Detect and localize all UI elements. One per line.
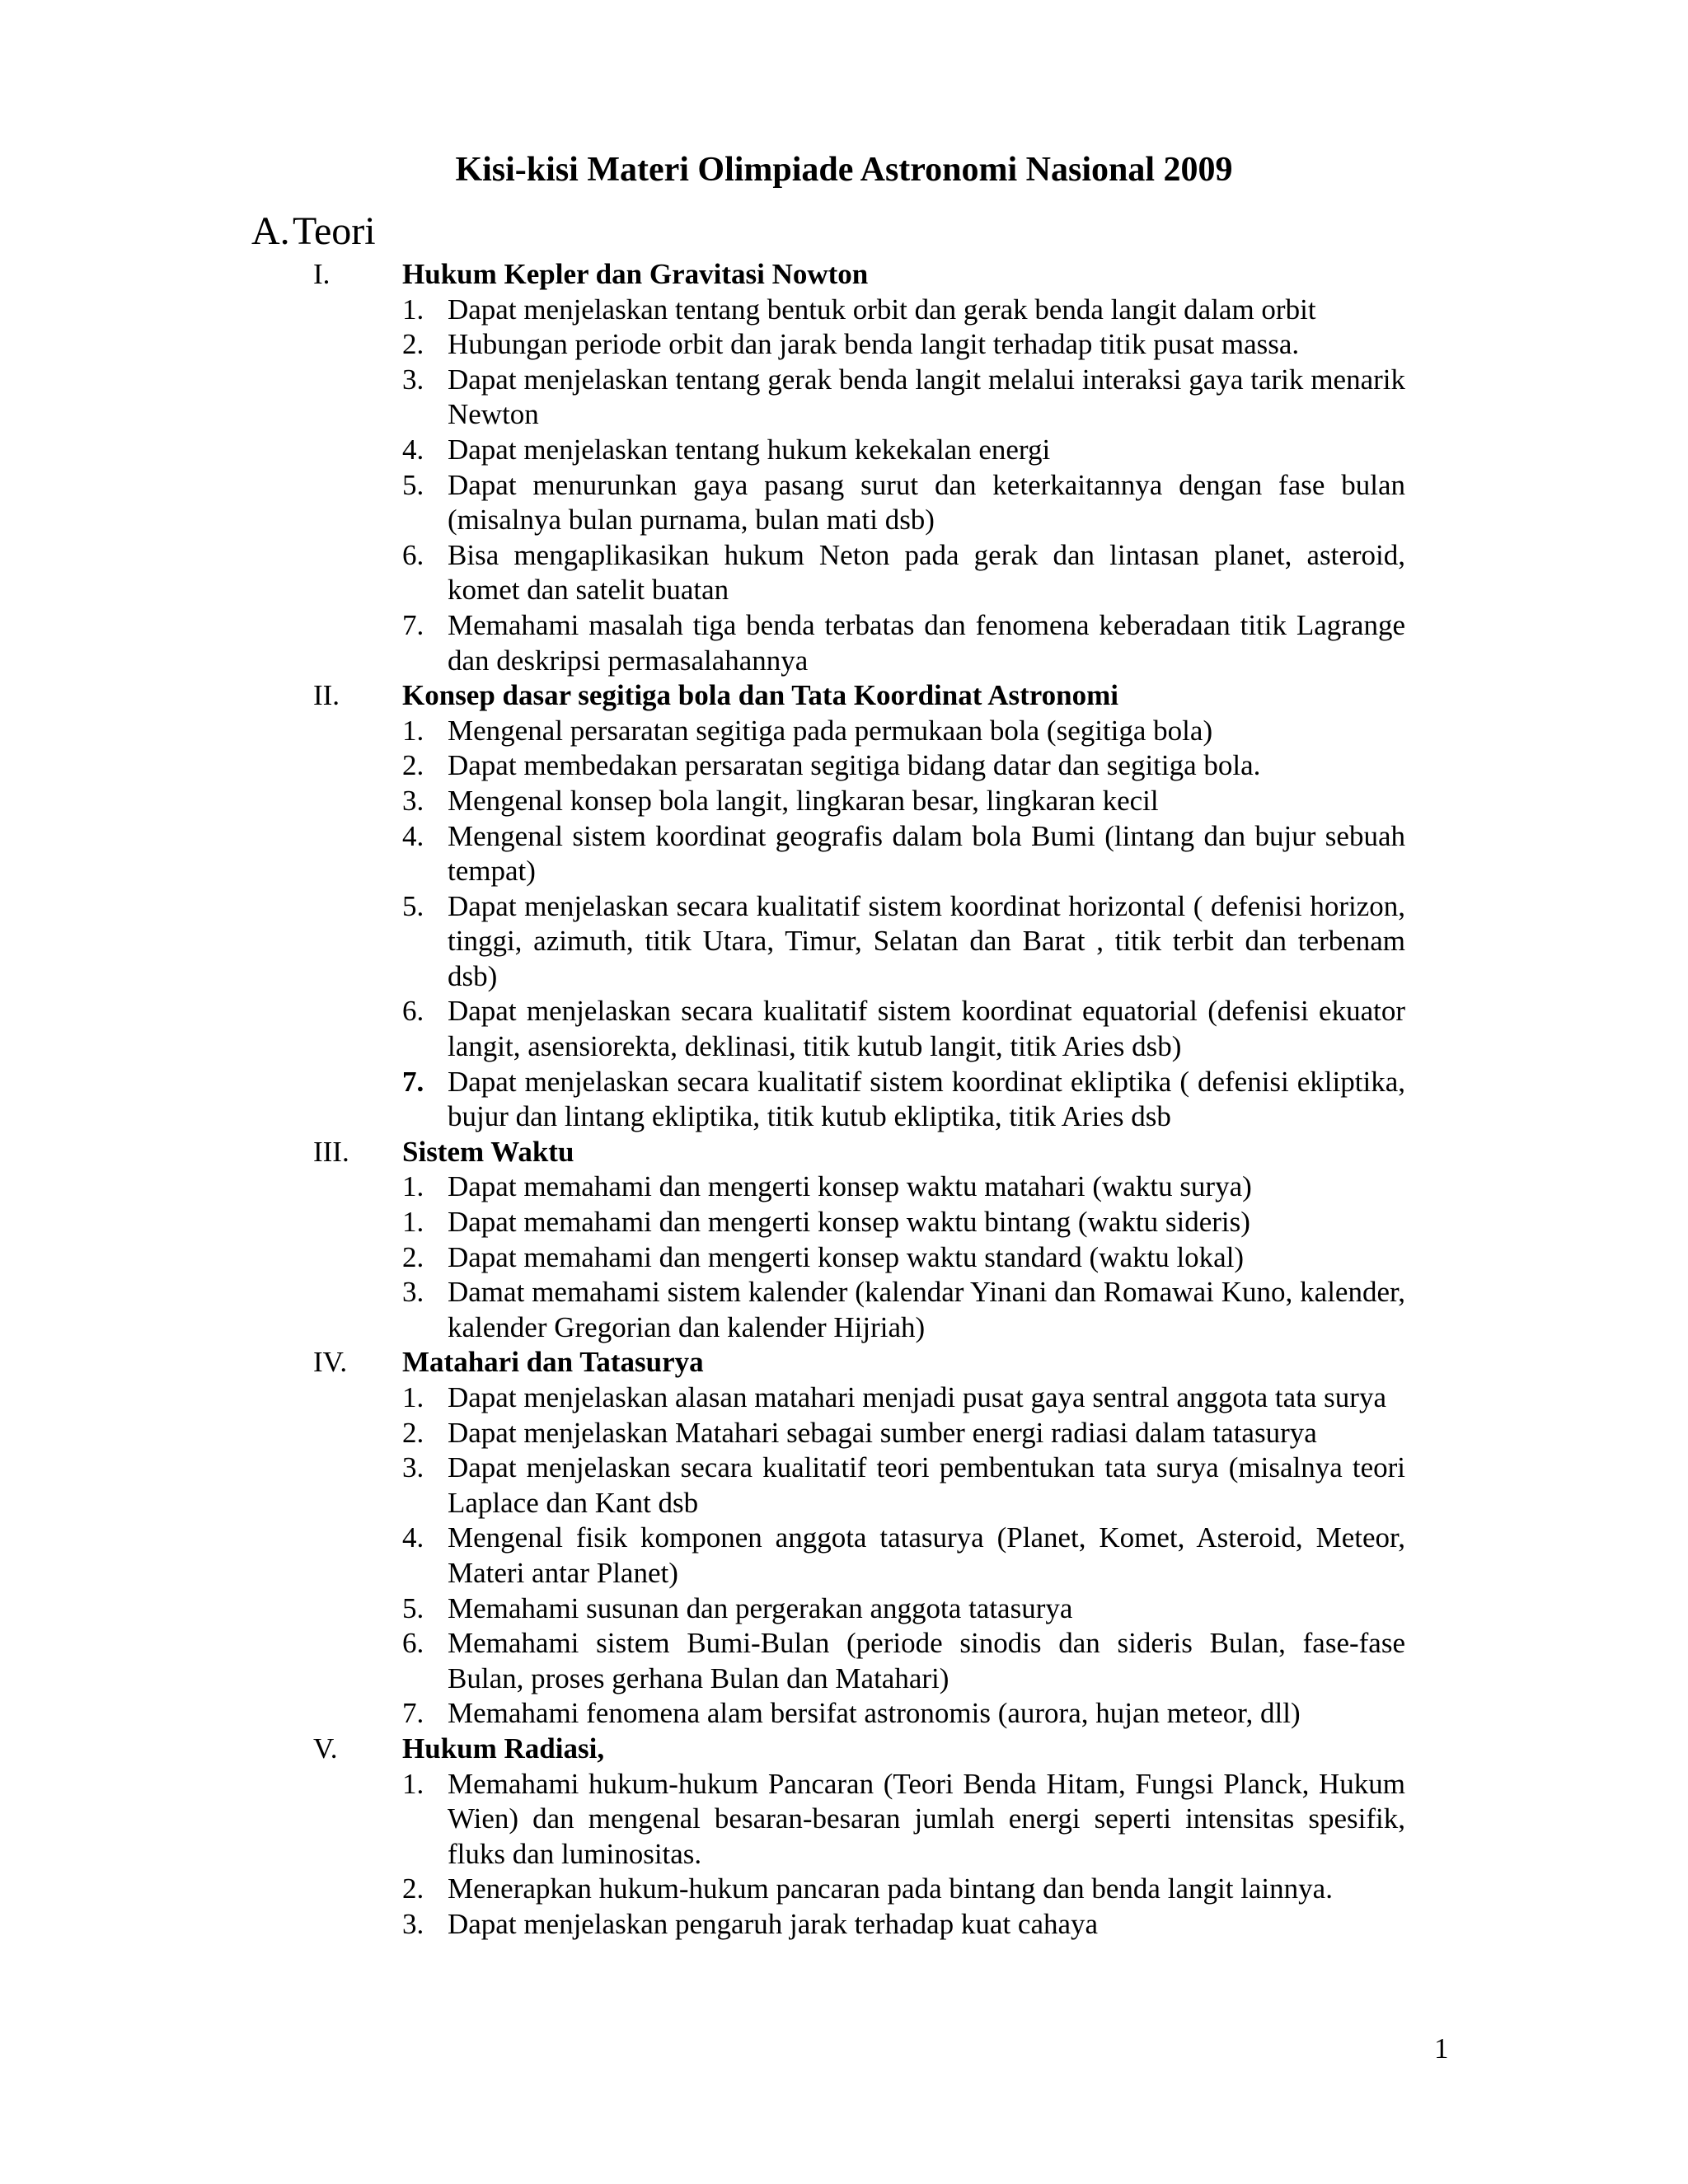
list-item <box>0 1591 1688 1627</box>
list-item-number: 1. <box>402 293 424 326</box>
subsection-heading <box>0 1732 1688 1767</box>
list-item-number: 3. <box>402 1907 424 1940</box>
subsection-numeral: I. <box>313 258 331 290</box>
list-item-text: Memahami fenomena alam bersifat astronomis (aurora, hujan meteor, dll) <box>448 1697 1301 1730</box>
list-item-text: Dapat menjelaskan secara kualitatif teori pembentukan tata surya (misalnya teori Laplace dan Kant dsb <box>448 1451 1405 1519</box>
subsection-numeral: IV. <box>313 1346 348 1379</box>
list-item-number: 1. <box>402 1767 424 1800</box>
list-item-number: 5. <box>402 1591 424 1624</box>
list-item-number: 6. <box>402 995 424 1028</box>
list-item-number: 2. <box>402 1240 424 1273</box>
list-item <box>0 1907 1688 1943</box>
list-item-number: 4. <box>402 1521 424 1554</box>
subsection-heading <box>0 1135 1688 1170</box>
list-item <box>0 468 1688 538</box>
subsection-title: Hukum Radiasi, <box>402 1732 605 1765</box>
list-item-text: Dapat menjelaskan secara kualitatif sistem koordinat horizontal ( defenisi horizon, tinggi, azimuth, titik Utara, Timur, Selatan dan Barat , titik terbit dan terbenam dsb) <box>448 889 1405 992</box>
list-item-number: 2. <box>402 1872 424 1905</box>
list-item-number: 1. <box>402 1206 424 1239</box>
list-item-number: 7. <box>402 608 424 641</box>
list-item <box>0 538 1688 608</box>
subsection <box>0 1732 1688 1943</box>
list-item <box>0 1275 1688 1345</box>
subsection-heading <box>0 257 1688 293</box>
section-heading <box>251 203 376 260</box>
subsection <box>0 1135 1688 1346</box>
section-content <box>0 257 1688 1943</box>
list-item <box>0 1380 1688 1416</box>
list-item-number: 4. <box>402 819 424 852</box>
list-item-number: 1. <box>402 714 424 747</box>
list-item-number: 6. <box>402 1627 424 1660</box>
list-item-number: 7. <box>402 1065 424 1098</box>
subsection-heading <box>0 678 1688 714</box>
list-item-number: 5. <box>402 468 424 501</box>
list-item-text: Dapat menjelaskan tentang gerak benda langit melalui interaksi gaya tarik menarik Newton <box>448 363 1405 431</box>
section-number: A. <box>251 209 290 253</box>
list-item-text: Hubungan periode orbit dan jarak benda langit terhadap titik pusat massa. <box>448 328 1300 361</box>
list-item-text: Dapat menjelaskan tentang bentuk orbit dan gerak benda langit dalam orbit <box>448 293 1316 326</box>
list-item <box>0 889 1688 995</box>
subsection-title: Konsep dasar segitiga bola dan Tata Koordinat Astronomi <box>402 679 1119 712</box>
list-item-number: 7. <box>402 1697 424 1730</box>
list-item-text: Dapat memahami dan mengerti konsep waktu matahari (waktu surya) <box>448 1170 1252 1203</box>
list-item <box>0 327 1688 363</box>
list-item-number: 6. <box>402 538 424 571</box>
list-item <box>0 1696 1688 1732</box>
list-item <box>0 1626 1688 1696</box>
list-item <box>0 748 1688 784</box>
list-item-text: Damat memahami sistem kalender (kalendar Yinani dan Romawai Kuno, kalender, kalender Gregorian dan kalender Hijriah) <box>448 1276 1405 1343</box>
subsection <box>0 1345 1688 1732</box>
list-item-text: Memahami susunan dan pergerakan anggota tatasurya <box>448 1591 1073 1624</box>
page-number: 1 <box>1434 2032 1449 2064</box>
list-item-text: Dapat menjelaskan alasan matahari menjadi pusat gaya sentral anggota tata surya <box>448 1381 1386 1413</box>
subsection-numeral: V. <box>313 1732 338 1765</box>
list-item <box>0 714 1688 749</box>
subsection-numeral: II. <box>313 679 340 712</box>
list-item <box>0 1451 1688 1521</box>
list-item-text: Dapat menjelaskan tentang hukum kekekalan energi <box>448 433 1051 466</box>
list-item-text: Dapat menjelaskan secara kualitatif sistem koordinat ekliptika ( defenisi ekliptika, bujur dan lintang ekliptika, titik kutub ekliptika, titik Aries dsb <box>448 1065 1405 1133</box>
subsection-heading <box>0 1345 1688 1380</box>
list-item-number: 3. <box>402 1276 424 1309</box>
list-item-number: 4. <box>402 433 424 466</box>
subsection-title: Matahari dan Tatasurya <box>402 1346 704 1379</box>
list-item <box>0 363 1688 433</box>
subsection <box>0 257 1688 678</box>
list-item-text: Dapat memahami dan mengerti konsep waktu standard (waktu lokal) <box>448 1240 1245 1273</box>
list-item-text: Bisa mengaplikasikan hukum Neton pada gerak dan lintasan planet, asteroid, komet dan satelit buatan <box>448 538 1405 607</box>
list-item <box>0 1240 1688 1276</box>
list-item-text: Memahami hukum-hukum Pancaran (Teori Benda Hitam, Fungsi Planck, Hukum Wien) dan mengenal besaran-besaran jumlah energi seperti intensitas spesifik, fluks dan luminositas. <box>448 1767 1405 1870</box>
list-item-number: 3. <box>402 784 424 817</box>
list-item <box>0 994 1688 1064</box>
subsection <box>0 678 1688 1135</box>
list-item <box>0 1521 1688 1591</box>
list-item-text: Dapat menurunkan gaya pasang surut dan keterkaitannya dengan fase bulan (misalnya bulan purnama, bulan mati dsb) <box>448 468 1405 537</box>
list-item <box>0 819 1688 889</box>
document-title: Kisi-kisi Materi Olimpiade Astronomi Nasional 2009 <box>455 151 1233 189</box>
list-item-number: 2. <box>402 749 424 782</box>
list-item-text: Mengenal fisik komponen anggota tatasurya (Planet, Komet, Asteroid, Meteor, Materi antar Planet) <box>448 1521 1405 1589</box>
list-item-text: Dapat menjelaskan secara kualitatif sistem koordinat equatorial (defenisi ekuator langit, asensiorekta, deklinasi, titik kutub langit, titik Aries dsb) <box>448 995 1405 1063</box>
list-item <box>0 1169 1688 1205</box>
list-item <box>0 784 1688 819</box>
list-item-text: Dapat menjelaskan pengaruh jarak terhadap kuat cahaya <box>448 1907 1099 1940</box>
subsection-title: Hukum Kepler dan Gravitasi Nowton <box>402 258 869 290</box>
list-item-number: 3. <box>402 1451 424 1484</box>
list-item <box>0 1767 1688 1872</box>
list-item <box>0 433 1688 468</box>
list-item-number: 1. <box>402 1381 424 1413</box>
section-title: Teori <box>293 209 376 253</box>
list-item-text: Mengenal persaratan segitiga pada permukaan bola (segitiga bola) <box>448 714 1213 747</box>
list-item-number: 2. <box>402 1416 424 1449</box>
list-item-text: Menerapkan hukum-hukum pancaran pada bintang dan benda langit lainnya. <box>448 1872 1333 1905</box>
list-item-number: 3. <box>402 363 424 396</box>
list-item <box>0 1205 1688 1240</box>
list-item-text: Memahami masalah tiga benda terbatas dan fenomena keberadaan titik Lagrange dan deskripsi permasalahannya <box>448 608 1405 677</box>
subsection-title: Sistem Waktu <box>402 1135 574 1168</box>
subsection-numeral: III. <box>313 1135 349 1168</box>
list-item <box>0 1872 1688 1907</box>
list-item-text: Dapat memahami dan mengerti konsep waktu bintang (waktu sideris) <box>448 1206 1250 1239</box>
list-item-text: Mengenal konsep bola langit, lingkaran besar, lingkaran kecil <box>448 784 1159 817</box>
list-item-number: 5. <box>402 889 424 922</box>
list-item <box>0 1416 1688 1451</box>
list-item-number: 1. <box>402 1170 424 1203</box>
list-item <box>0 293 1688 328</box>
list-item-text: Dapat membedakan persaratan segitiga bidang datar dan segitiga bola. <box>448 749 1261 782</box>
list-item-text: Memahami sistem Bumi-Bulan (periode sinodis dan sideris Bulan, fase-fase Bulan, proses gerhana Bulan dan Matahari) <box>448 1627 1405 1694</box>
list-item <box>0 608 1688 678</box>
list-item-text: Dapat menjelaskan Matahari sebagai sumber energi radiasi dalam tatasurya <box>448 1416 1317 1449</box>
list-item-text: Mengenal sistem koordinat geografis dalam bola Bumi (lintang dan bujur sebuah tempat) <box>448 819 1405 888</box>
list-item <box>0 1065 1688 1135</box>
list-item-number: 2. <box>402 328 424 361</box>
